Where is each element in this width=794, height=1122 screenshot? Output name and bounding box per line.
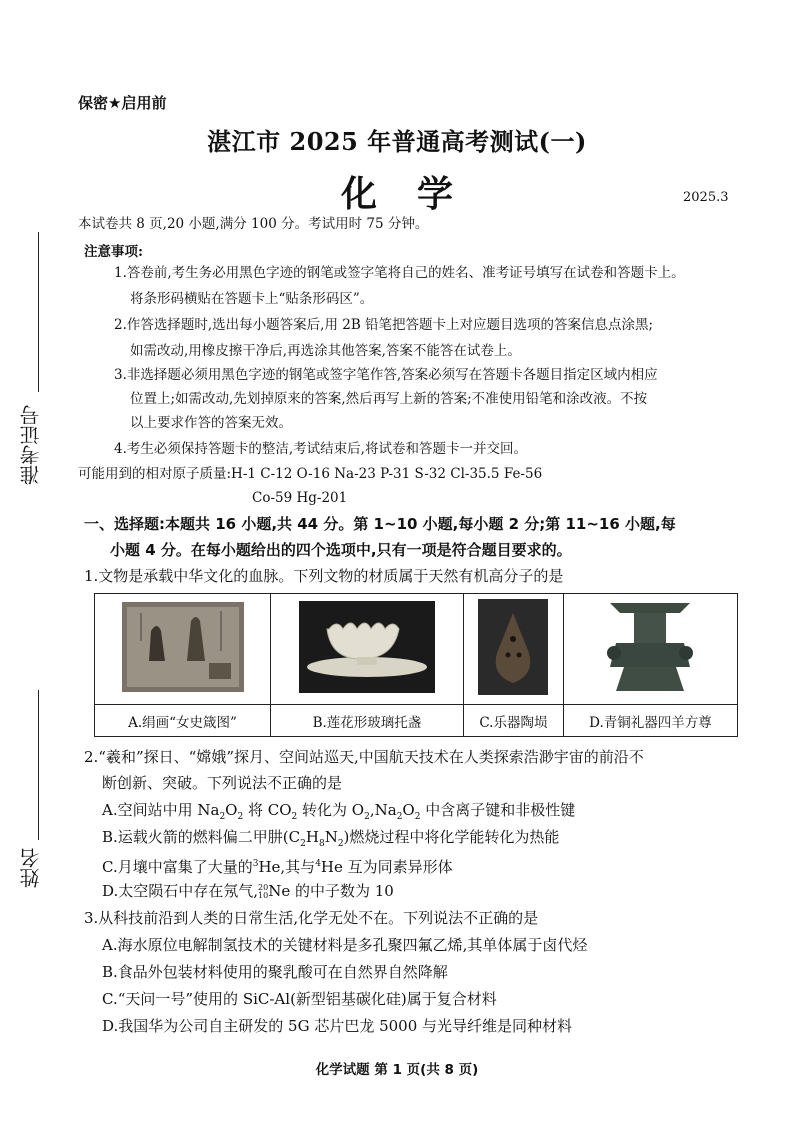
q1-option-a: A.绢画“女史箴图” (95, 705, 271, 737)
note-2-line-2: 如需改动,用橡皮擦干净后,再选涂其他答案,答案不能答在试卷上。 (130, 343, 521, 359)
name-line (38, 690, 39, 840)
intro-text: 本试卷共 8 页,20 小题,满分 100 分。考试用时 75 分钟。 (78, 216, 429, 232)
glass-cup-icon (299, 601, 435, 693)
q3-option-b: B.食品外包装材料使用的聚乳酸可在自然界自然降解 (102, 963, 448, 981)
note-4: 4.考生必须保持答题卡的整洁,考试结束后,将试卷和答题卡一并交回。 (114, 441, 527, 457)
note-1-line-1: 1.答卷前,考生务必用黑色字迹的钢笔或签字笔将自己的姓名、准考证号填写在试卷和答题卡上。 (114, 265, 685, 281)
q3-option-a: A.海水原位电解制氢技术的关键材料是多孔聚四氟乙烯,其单体属于卤代烃 (102, 936, 588, 954)
q2-option-d: D.太空陨石中存在氖气, 20 10 Ne 的中子数为 10 (102, 882, 394, 900)
bronze-zun-icon (590, 597, 710, 697)
pottery-xun-icon (478, 599, 548, 695)
bronze-zun-image (563, 594, 737, 705)
q2-option-a: A.空间站中用 $Na_2O_2$ 将 $CO_2$ 转化为 $O_2,Na_2O_2$ 中含离子键和非极性键 (102, 801, 576, 822)
pottery-xun-image (463, 594, 563, 705)
q2-stem-line-1: 2.“羲和”探日、“嫦娥”探月、空间站巡天,中国航天技术在人类探索浩渺宇宙的前沿不 (84, 748, 644, 766)
confidential-mark: 保密★启用前 (78, 94, 167, 112)
q3-stem: 3.从科技前沿到人类的日常生活,化学无处不在。下列说法不正确的是 (84, 909, 539, 927)
exam-no-label: 准考证号 (19, 405, 43, 485)
section-1-line-1: 一、选择题:本题共 16 小题,共 44 分。第 1~10 小题,每小题 2 分;第 11~16 小题,每 (84, 515, 676, 533)
notes-heading: 注意事项: (84, 244, 143, 260)
q2-option-b: B.运载火箭的燃料偏二甲肼$(C_2H_8N_2)$燃烧过程中将化学能转化为热能 (102, 828, 560, 849)
note-3-line-2: 位置上;如需改动,先划掉原来的答案,然后再写上新的答案;不准使用铅笔和涂改液。不按 (130, 391, 648, 407)
atomic-mass-line-1: 可能用到的相对原子质量:H-1 C-12 O-16 Na-23 P-31 S-32 Cl-35.5 Fe-56 (78, 466, 543, 482)
silk-painting-image (95, 594, 271, 705)
exam-no-line (38, 232, 39, 392)
q1-stem: 1.文物是承载中华文化的血脉。下列文物的材质属于天然有机高分子的是 (84, 567, 564, 585)
q3-option-c: C.“天问一号”使用的 SiC-Al(新型铝基碳化硅)属于复合材料 (102, 990, 497, 1008)
q1-figure-table (94, 593, 738, 737)
note-1-line-2: 将条形码横贴在答题卡上“贴条形码区”。 (130, 291, 374, 307)
q2-option-c: C.月壤中富集了大量的$^3$He,其与$^4$He 互为同素异形体 (102, 858, 453, 876)
silk-painting-icon (121, 601, 245, 693)
q2-stem-line-2: 断创新、突破。下列说法不正确的是 (102, 774, 343, 792)
subject-title: 化学 (340, 173, 493, 215)
q1-option-d: D.青铜礼器四羊方尊 (563, 705, 737, 737)
q1-option-c: C.乐器陶埙 (463, 705, 563, 737)
atomic-mass-line-2: Co-59 Hg-201 (252, 490, 348, 506)
exam-title: 湛江市 2025 年普通高考测试(一) (207, 127, 587, 156)
note-2-line-1: 2.作答选择题时,选出每小题答案后,用 2B 铅笔把答题卡上对应题目选项的答案信息点涂黑; (114, 317, 654, 333)
section-1-line-2: 小题 4 分。在每小题给出的四个选项中,只有一项是符合题目要求的。 (110, 541, 572, 559)
name-label: 姓名 (19, 848, 43, 888)
note-3-line-1: 3.非选择题必须用黑色字迹的钢笔或签字笔作答,答案必须写在答题卡各题目指定区域内相应 (114, 367, 658, 383)
q3-option-d: D.我国华为公司自主研发的 5G 芯片巴龙 5000 与光导纤维是同种材料 (102, 1017, 573, 1035)
q1-option-b: B.莲花形玻璃托盏 (271, 705, 464, 737)
glass-cup-image (271, 594, 464, 705)
page-footer: 化学试题 第 1 页(共 8 页) (315, 1062, 479, 1078)
note-3-line-3: 以上要求作答的答案无效。 (130, 415, 292, 431)
exam-date: 2025.3 (683, 190, 729, 205)
